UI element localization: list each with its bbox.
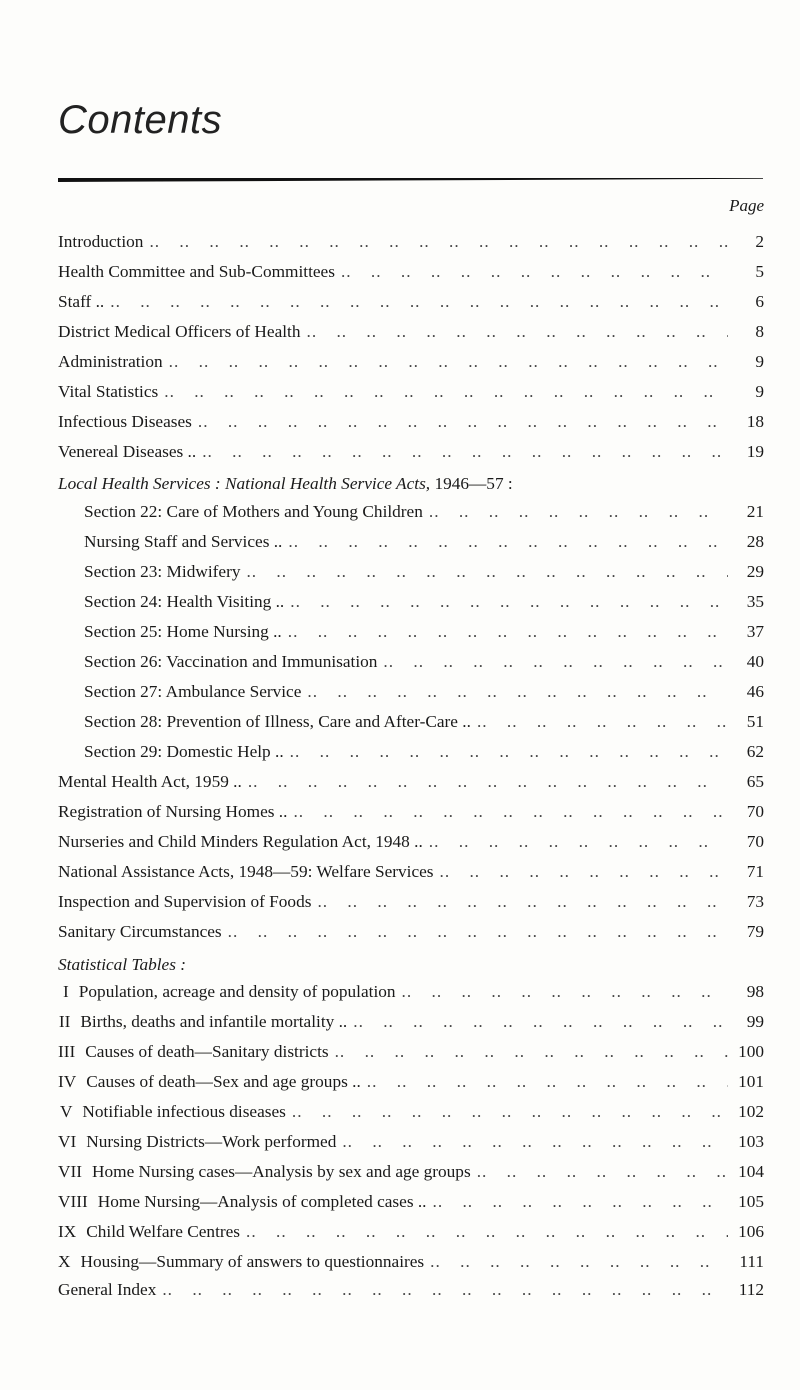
page-number: 71: [746, 862, 764, 881]
table-number: IV: [58, 1072, 77, 1091]
table-number: II: [58, 1012, 71, 1031]
table-number: X: [58, 1252, 71, 1271]
page-number: 62: [746, 742, 764, 761]
toc-entry-section-28[interactable]: Section 28: Prevention of Illness, Care and After-Care .. .. .. 51: [84, 712, 764, 736]
table-number: VIII: [58, 1192, 88, 1211]
table-number: VII: [58, 1162, 82, 1181]
page-number: 6: [755, 292, 764, 311]
toc-entry-mental-health-act[interactable]: Mental Health Act, 1959 .. .. .. 65: [58, 772, 764, 796]
page-number: 51: [746, 712, 764, 731]
page-number: 29: [746, 562, 764, 581]
toc-entry-health-committee[interactable]: Health Committee and Sub-Committees .. .. 5: [58, 262, 764, 286]
page-number: 102: [738, 1102, 764, 1121]
toc-entry-table-ix[interactable]: IX Child Welfare Centres .. .. 106: [58, 1222, 764, 1246]
toc-entry-infectious-diseases[interactable]: Infectious Diseases .. .. 18: [58, 412, 764, 436]
toc-entry-venereal-diseases[interactable]: Venereal Diseases .. .. .. 19: [58, 442, 764, 466]
page-column-heading: Page: [729, 196, 764, 215]
page-title: Contents: [58, 98, 223, 142]
page-number: 111: [739, 1252, 764, 1271]
toc-entry-inspection-foods[interactable]: Inspection and Supervision of Foods .. .. 73: [58, 892, 764, 916]
toc-entry-table-v[interactable]: V Notifiable infectious diseases .. .. 102: [58, 1102, 764, 1126]
page-number: 101: [738, 1072, 764, 1091]
toc-entry-section-29[interactable]: Section 29: Domestic Help .. .. .. 62: [84, 742, 764, 766]
toc-entry-section-27[interactable]: Section 27: Ambulance Service .. .. 46: [84, 682, 764, 706]
page-number: 9: [755, 382, 764, 401]
page-number: 40: [746, 652, 764, 671]
toc-entry-introduction[interactable]: Introduction .. .. 2: [58, 232, 764, 256]
page-number: 19: [746, 442, 764, 461]
toc-entry-section-24[interactable]: Section 24: Health Visiting .. .. .. 35: [84, 592, 764, 616]
page-number: 106: [738, 1222, 764, 1241]
page-number: 99: [746, 1012, 764, 1031]
toc-entry-staff[interactable]: Staff .. .. .. 6: [58, 292, 764, 316]
toc-entry-section-25[interactable]: Section 25: Home Nursing .. .. .. 37: [84, 622, 764, 646]
toc-entry-section-26[interactable]: Section 26: Vaccination and Immunisation .. .. 40: [84, 652, 764, 676]
page-number: 21: [746, 502, 764, 521]
toc-entry-table-vi[interactable]: VI Nursing Districts—Work performed .. .. 103: [58, 1132, 764, 1156]
toc-entry-table-iii[interactable]: III Causes of death—Sanitary districts .. .. 100: [58, 1042, 764, 1066]
table-number: VI: [58, 1132, 77, 1151]
page-number: 112: [738, 1280, 764, 1299]
toc-entry-table-vii[interactable]: VII Home Nursing cases—Analysis by sex and age groups .. .. 104: [58, 1162, 764, 1186]
toc-entry-district-medical-officers[interactable]: District Medical Officers of Health .. .. 8: [58, 322, 764, 346]
page-number: 5: [755, 262, 764, 281]
table-number: III: [58, 1042, 76, 1061]
table-number: IX: [58, 1222, 77, 1241]
toc-entry-table-viii[interactable]: VIII Home Nursing—Analysis of completed cases .. .. .. 105: [58, 1192, 764, 1216]
page-number: 70: [746, 832, 764, 851]
toc-entry-table-ii[interactable]: II Births, deaths and infantile mortality .. .. .. 99: [58, 1012, 764, 1036]
toc-entry-registration-nursing-homes[interactable]: Registration of Nursing Homes .. .. .. 70: [58, 802, 764, 826]
page-number: 46: [746, 682, 764, 701]
page-number: 9: [755, 352, 764, 371]
toc-entry-general-index[interactable]: General Index .. .. 112: [58, 1280, 764, 1304]
table-number: V: [59, 1102, 73, 1121]
toc-entry-nursing-staff[interactable]: Nursing Staff and Services .. .. .. 28: [84, 532, 764, 556]
page-number: 35: [746, 592, 764, 611]
page-number: 8: [755, 322, 764, 341]
page-number: 28: [746, 532, 764, 551]
page-number: 100: [738, 1042, 764, 1061]
page-number: 79: [746, 922, 764, 941]
page-number: 70: [746, 802, 764, 821]
page-number: 103: [738, 1132, 764, 1151]
page-number: 37: [746, 622, 764, 641]
toc-entry-vital-statistics[interactable]: Vital Statistics .. .. 9: [58, 382, 764, 406]
page-number: 105: [738, 1192, 764, 1211]
toc-entry-table-iv[interactable]: IV Causes of death—Sex and age groups .. .. .. 101: [58, 1072, 764, 1096]
toc-entry-section-22[interactable]: Section 22: Care of Mothers and Young Children .. .. 21: [84, 502, 764, 526]
page-number: 18: [746, 412, 764, 431]
page-number: 104: [738, 1162, 764, 1181]
toc-entry-administration[interactable]: Administration .. .. 9: [58, 352, 764, 376]
toc-entry-section-23[interactable]: Section 23: Midwifery .. .. 29: [84, 562, 764, 586]
toc-entry-nurseries-child-minders[interactable]: Nurseries and Child Minders Regulation Act, 1948 .. .. .. 70: [58, 832, 764, 856]
table-number: I: [63, 982, 69, 1001]
toc-entry-table-x[interactable]: X Housing—Summary of answers to questionnaires .. .. 111: [58, 1252, 764, 1276]
toc-entry-national-assistance[interactable]: National Assistance Acts, 1948—59: Welfare Services .. .. 71: [58, 862, 764, 886]
section-heading-local-health: Local Health Services : National Health Service Acts, 1946—57 :: [58, 474, 513, 493]
toc-entry-sanitary-circumstances[interactable]: Sanitary Circumstances .. .. 79: [58, 922, 764, 946]
section-heading-statistical-tables: Statistical Tables :: [58, 955, 187, 974]
page-number: 2: [755, 232, 764, 251]
page-number: 65: [746, 772, 764, 791]
toc-entry-table-i[interactable]: I Population, acreage and density of population .. .. 98: [58, 982, 764, 1006]
page-number: 98: [746, 982, 764, 1001]
page-number: 73: [746, 892, 764, 911]
